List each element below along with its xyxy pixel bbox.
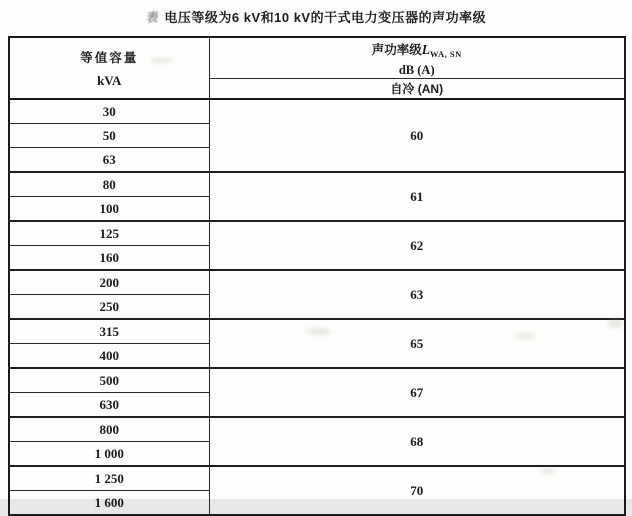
sound-power-value-cell: 60 xyxy=(209,99,625,172)
table-row xyxy=(9,270,625,295)
capacity-cell: 800 xyxy=(9,417,209,442)
capacity-cell: 400 xyxy=(9,344,209,369)
capacity-cell: 500 xyxy=(9,368,209,393)
sound-power-value-cell: 65 xyxy=(209,319,625,368)
power-symbol-subscript: WA, SN xyxy=(429,49,462,59)
capacity-cell: 63 xyxy=(9,148,209,173)
sound-power-value-cell: 70 xyxy=(209,466,625,515)
sound-power-table xyxy=(8,36,626,516)
capacity-cell: 50 xyxy=(9,124,209,148)
capacity-header-unit: kVA xyxy=(97,72,122,88)
capacity-header-label: 等值容量 xyxy=(80,50,139,65)
sound-power-value-cell: 61 xyxy=(209,172,625,221)
table-number-smudge: 表 xyxy=(145,10,160,25)
sound-power-value-cell: 67 xyxy=(209,368,625,417)
table-row xyxy=(9,99,625,124)
sound-power-value-cell: 62 xyxy=(209,221,625,270)
sound-power-value-cell: 68 xyxy=(209,417,625,466)
capacity-cell: 30 xyxy=(9,99,209,124)
table-row xyxy=(9,466,625,491)
power-symbol: L xyxy=(421,42,430,57)
cooling-header-cell: 自冷 (AN) xyxy=(209,79,625,100)
power-header-unit: dB (A) xyxy=(398,63,435,77)
table-row xyxy=(9,319,625,344)
capacity-cell: 100 xyxy=(9,197,209,222)
power-header-cell xyxy=(209,37,625,79)
table-header xyxy=(9,37,625,99)
table-row xyxy=(9,417,625,442)
table-row xyxy=(9,368,625,393)
sound-power-value-cell: 63 xyxy=(209,270,625,319)
capacity-cell: 1 600 xyxy=(9,491,209,516)
capacity-cell: 1 250 xyxy=(9,466,209,491)
capacity-cell: 160 xyxy=(9,246,209,271)
power-header-label: 声功率级$L_{WA, SN}$ xyxy=(371,42,462,59)
table-title xyxy=(0,7,632,26)
capacity-cell: 315 xyxy=(9,319,209,344)
capacity-cell: 1 000 xyxy=(9,442,209,467)
table-row xyxy=(9,221,625,246)
capacity-cell: 630 xyxy=(9,393,209,418)
capacity-cell: 80 xyxy=(9,172,209,197)
capacity-header-cell xyxy=(9,37,209,99)
table-title-text: 电压等级为6 kV和10 kV的干式电力变压器的声功率级 xyxy=(164,10,487,25)
capacity-table-body xyxy=(9,99,625,515)
capacity-cell: 250 xyxy=(9,295,209,320)
table-row xyxy=(9,172,625,197)
capacity-cell: 200 xyxy=(9,270,209,295)
capacity-cell: 125 xyxy=(9,221,209,246)
